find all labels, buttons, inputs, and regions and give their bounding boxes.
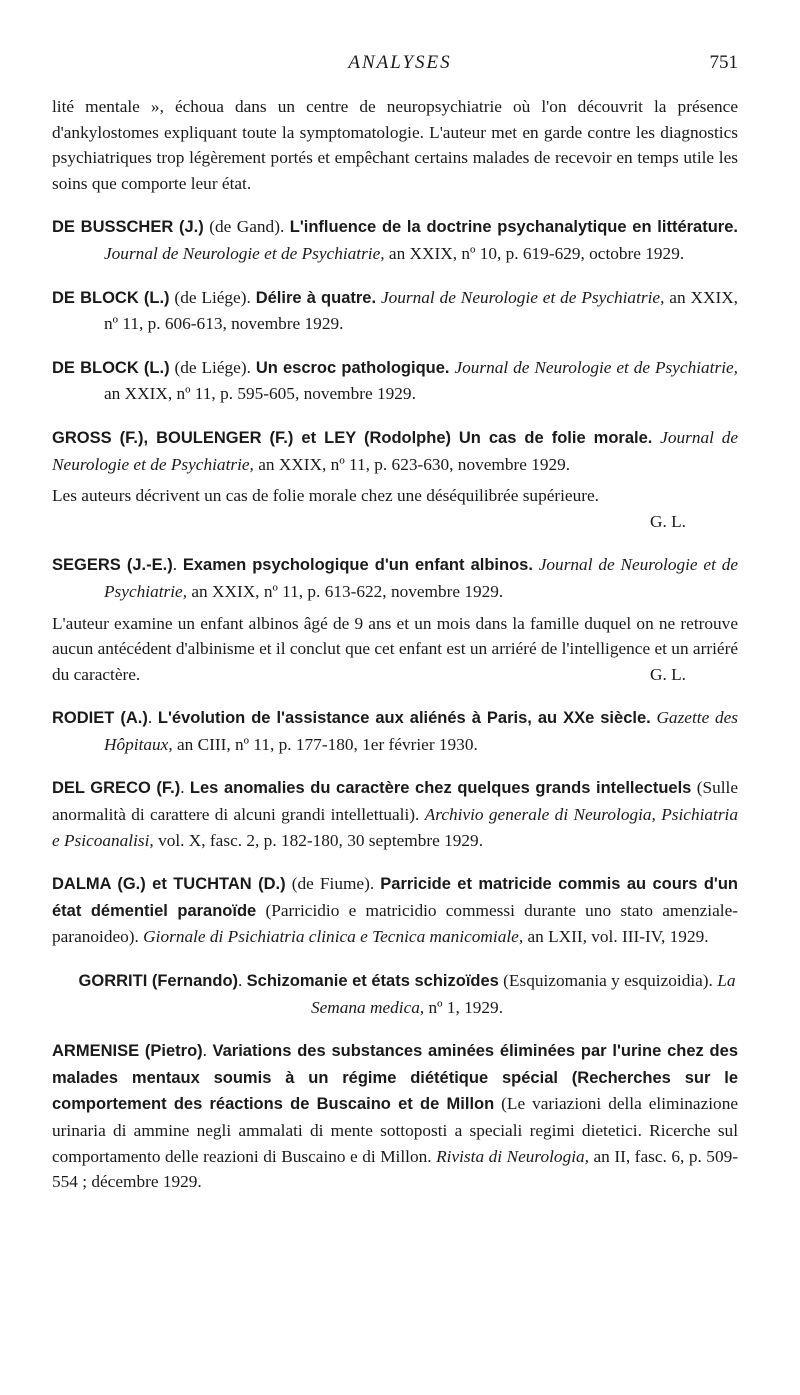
entry-origin: (de Fiume).: [285, 874, 381, 894]
entry-original-title: (Parricidio e matricidio commessi durante uno stato amenziale-paranoideo).: [52, 900, 738, 947]
entry-author: DE BLOCK (L.): [52, 358, 170, 377]
entry-origin: (de Liége).: [169, 287, 256, 307]
bibliography-entry: [52, 871, 738, 950]
entry-journal: Giornale di Psichiatria clinica e Tecnica manicomiale,: [143, 927, 524, 947]
entry-summary: [52, 611, 738, 688]
entry-journal: La Semana medica,: [310, 971, 736, 1017]
entry-title: Variations des substances aminées éliminées par l'urine chez des malades mentaux soumis à un régime diététique spécial (Recherches sur le comportement des réactions de Buscaino et de Millon: [52, 1042, 738, 1114]
running-title: ANALYSES: [348, 52, 452, 73]
entry-original-title: (Le variazioni della eliminazione urinaria di ammine negli ammalati di mente sottoposti a speciali regimi dietetici. Ricerche sul comportamento delle reazioni di Buscaino e di Millon.: [52, 1094, 738, 1166]
bibliography-entry: [52, 1038, 738, 1195]
entry-title: L'influence de la doctrine psychanalytique en littérature.: [289, 218, 738, 237]
entry-author: GORRITI (Fernando): [78, 972, 239, 991]
entry-citation: [52, 1038, 738, 1195]
entry-signature: G. L.: [650, 511, 686, 531]
bibliography-entry: [52, 968, 738, 1020]
entry-author: DE BUSSCHER (J.): [52, 218, 204, 237]
entry-origin: (de Gand).: [203, 217, 290, 237]
entry-title: Les anomalies du caractère chez quelques grands intellectuels: [189, 779, 692, 798]
bibliography-entry: [52, 425, 738, 534]
entry-journal: Gazette des Hôpitaux,: [104, 708, 738, 754]
entry-journal: Journal de Neurologie et de Psychiatrie,: [104, 555, 738, 601]
entry-citation: [52, 214, 738, 266]
entry-origin: .: [180, 778, 190, 798]
entry-reference: an LXII, vol. III-IV, 1929.: [523, 927, 709, 947]
entry-reference: an CIII, nº 11, p. 177-180, 1er février 1930.: [172, 734, 478, 754]
running-header: [0, 52, 800, 82]
entry-title: Schizomanie et états schizoïdes: [246, 972, 499, 991]
entry-reference: an II, fasc. 6, p. 509-554 ; décembre 1929.: [52, 1146, 738, 1192]
entry-original-title: (Esquizomania y esquizoidia).: [498, 971, 718, 991]
entry-original-title: (Sulle anormalità di carattere di alcuni grandi intellettuali).: [52, 778, 738, 825]
entry-author: RODIET (A.): [52, 709, 148, 728]
entry-reference: vol. X, fasc. 2, p. 182-180, 30 septembre 1929.: [153, 830, 484, 850]
entry-citation: [52, 355, 738, 407]
bibliography-entry: [52, 552, 738, 687]
entry-journal: Journal de Neurologie et de Psychiatrie,: [449, 357, 738, 377]
entry-origin: .: [202, 1041, 213, 1061]
entry-citation: [52, 705, 738, 757]
entry-author: GROSS (F.), BOULENGER (F.) et LEY (Rodolphe): [52, 428, 452, 447]
entry-title: Délire à quatre.: [255, 288, 377, 307]
entry-author: ARMENISE (Pietro): [52, 1042, 203, 1061]
entry-author: SEGERS (J.-E.): [52, 556, 173, 575]
entry-reference: an XXIX, nº 11, p. 606-613, novembre 1929.: [104, 287, 738, 334]
entry-author: DALMA (G.) et TUCHTAN (D.): [52, 875, 286, 894]
entry-origin: [451, 428, 459, 447]
entry-title: Un cas de folie morale.: [458, 428, 653, 447]
intro-paragraph: lité mentale », échoua dans un centre de neuropsychiatrie où l'on découvrit la présence d'ankylostomes expliquant toute la symptomatologie. L'auteur met en garde contre les diagnostics psychiatriques trop légèrement portés et empêchant certains malades de recevoir en temps utile les soins que comporte leur état.: [52, 97, 738, 193]
bibliography-entry: [52, 214, 738, 266]
entry-journal: Journal de Neurologie et de Psychiatrie,: [52, 427, 738, 474]
bibliography-entry: [52, 705, 738, 757]
entry-reference: an XXIX, nº 11, p. 613-622, novembre 1929.: [187, 581, 504, 601]
entry-citation: [52, 552, 738, 604]
bibliography-entry: [52, 775, 738, 853]
entry-journal: Rivista di Neurologia,: [436, 1146, 589, 1166]
entry-title: Examen psychologique d'un enfant albinos.: [182, 556, 533, 575]
entry-origin: .: [238, 971, 247, 991]
entry-reference: nº 1, 1929.: [424, 997, 504, 1017]
entry-summary: Les auteurs décrivent un cas de folie morale chez une déséquilibrée supérieure.: [52, 486, 599, 506]
entry-journal: Journal de Neurologie et de Psychiatrie,: [104, 243, 385, 263]
entry-citation: [76, 968, 738, 1020]
entry-journal: Journal de Neurologie et de Psychiatrie,: [376, 287, 665, 307]
entry-journal: Archivio generale di Neurologia, Psichiatria e Psicoanalisi,: [52, 805, 738, 850]
bibliography-entry: [52, 285, 738, 337]
entry-citation: [52, 285, 738, 337]
entry-title: Parricide et matricide commis au cours d'un état démentiel paranoïde: [52, 875, 738, 920]
entry-title: Un escroc pathologique.: [255, 358, 450, 377]
page-number: 751: [709, 52, 738, 73]
bibliography-entry: [52, 355, 738, 407]
entry-origin: (de Liége).: [169, 357, 256, 377]
page-body: [52, 94, 738, 1195]
entry-author: DEL GRECO (F.): [52, 779, 181, 798]
entry-origin: .: [147, 708, 158, 728]
entry-author: DE BLOCK (L.): [52, 288, 170, 307]
entry-title: L'évolution de l'assistance aux aliénés à Paris, au XXe siècle.: [157, 709, 651, 728]
entry-origin: .: [172, 555, 183, 575]
entry-citation: [52, 775, 738, 853]
entry-signature: G. L.: [650, 664, 686, 684]
entry-reference: an XXIX, nº 11, p. 623-630, novembre 1929.: [253, 454, 571, 474]
entry-citation: [52, 425, 738, 477]
entry-summary-text: L'auteur examine un enfant albinos âgé de 9 ans et un mois dans la famille duquel on ne retrouve aucun antécédent d'albinisme et il conclut que cet enfant est un arriéré de l'intelligence et un arriéré du caractère.: [52, 613, 738, 684]
entry-reference: an XXIX, nº 11, p. 595-605, novembre 1929.: [104, 384, 416, 404]
entry-reference: an XXIX, nº 10, p. 619-629, octobre 1929.: [384, 243, 685, 263]
entry-citation: [52, 871, 738, 950]
